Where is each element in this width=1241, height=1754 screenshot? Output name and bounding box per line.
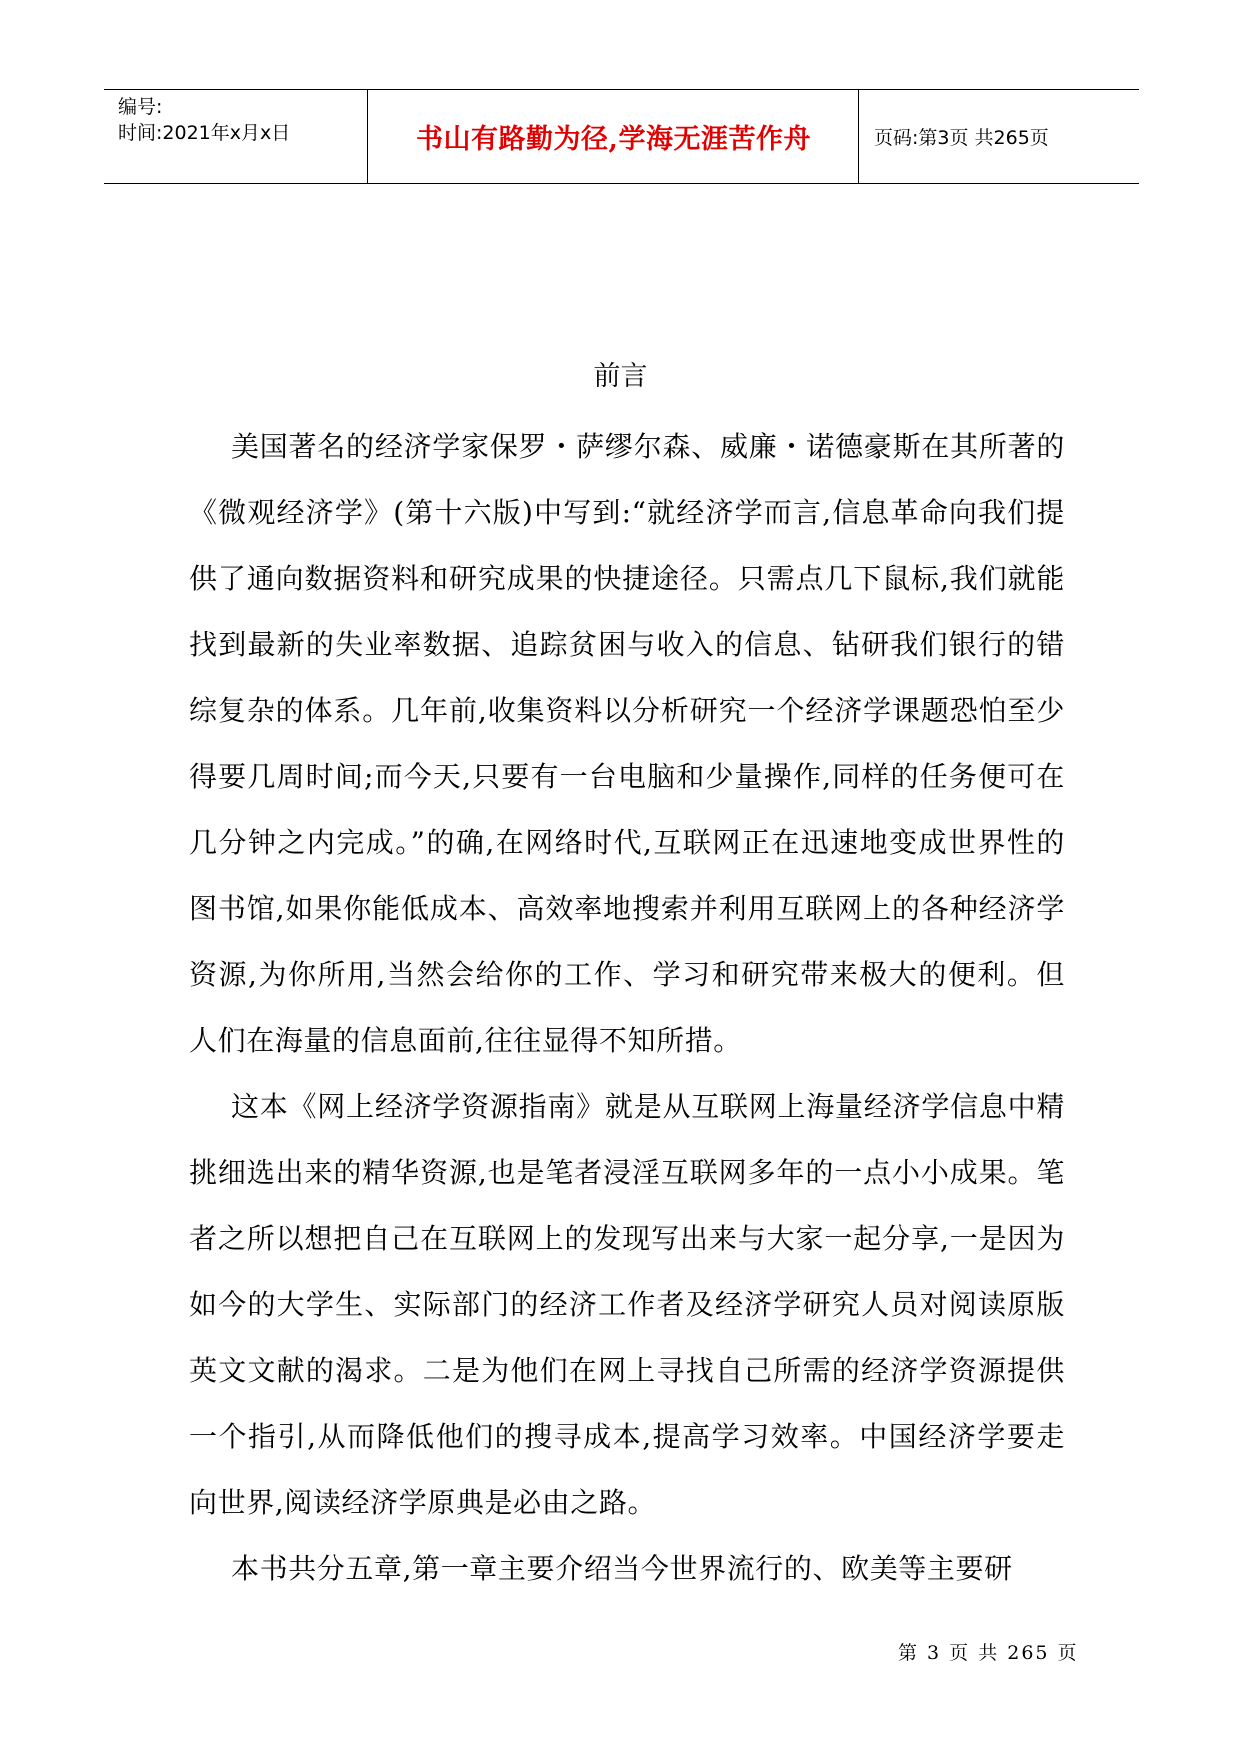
document-title: 前言 — [593, 361, 648, 392]
header-motto: 书山有路勤为径,学海无涯苦作舟 — [416, 124, 811, 155]
header-divider-right — [858, 90, 859, 183]
header-divider-left — [367, 90, 368, 183]
page-footer: 第 3 页 共 265 页 — [898, 1642, 1079, 1664]
date-line: 时间:2021年x月x日 — [118, 122, 291, 144]
header-page-info: 页码:第3页 共265页 — [874, 127, 1049, 149]
paragraph: 本书共分五章,第一章主要介绍当今世界流行的、欧美等主要研 — [231, 1552, 1013, 1585]
document-body — [189, 414, 1065, 1602]
header-meta — [118, 94, 348, 146]
page-header — [104, 89, 1139, 184]
paragraph: 美国著名的经济学家保罗・萨缪尔森、威廉・诺德豪斯在其所著的《微观经济学》(第十六版)中写到:“就经济学而言,信息革命向我们提供了通向数据资料和研究成果的快捷途径。只需点几下鼠标,我们就能找到最新的失业率数据、追踪贫困与收入的信息、钻研我们银行的错综复杂的体系。几年前,收集资料以分析研究一个经济学课题恐怕至少得要几周时间;而今天,只要有一台电脑和少量操作,同样的任务便可在几分钟之内完成。”的确,在网络时代,互联网正在迅速地变成世界性的图书馆,如果你能低成本、高效率地搜索并利用互联网上的各种经济学资源,为你所用,当然会给你的工作、学习和研究带来极大的便利。但人们在海量的信息面前,往往显得不知所措。 — [189, 430, 1065, 1057]
serial-number-label: 编号: — [118, 96, 163, 118]
paragraph: 这本《网上经济学资源指南》就是从互联网上海量经济学信息中精挑细选出来的精华资源,也是笔者浸淫互联网多年的一点小小成果。笔者之所以想把自己在互联网上的发现写出来与大家一起分享,一是因为如今的大学生、实际部门的经济工作者及经济学研究人员对阅读原版英文文献的渴求。二是为他们在网上寻找自己所需的经济学资源提供一个指引,从而降低他们的搜寻成本,提高学习效率。中国经济学要走向世界,阅读经济学原典是必由之路。 — [189, 1090, 1065, 1519]
